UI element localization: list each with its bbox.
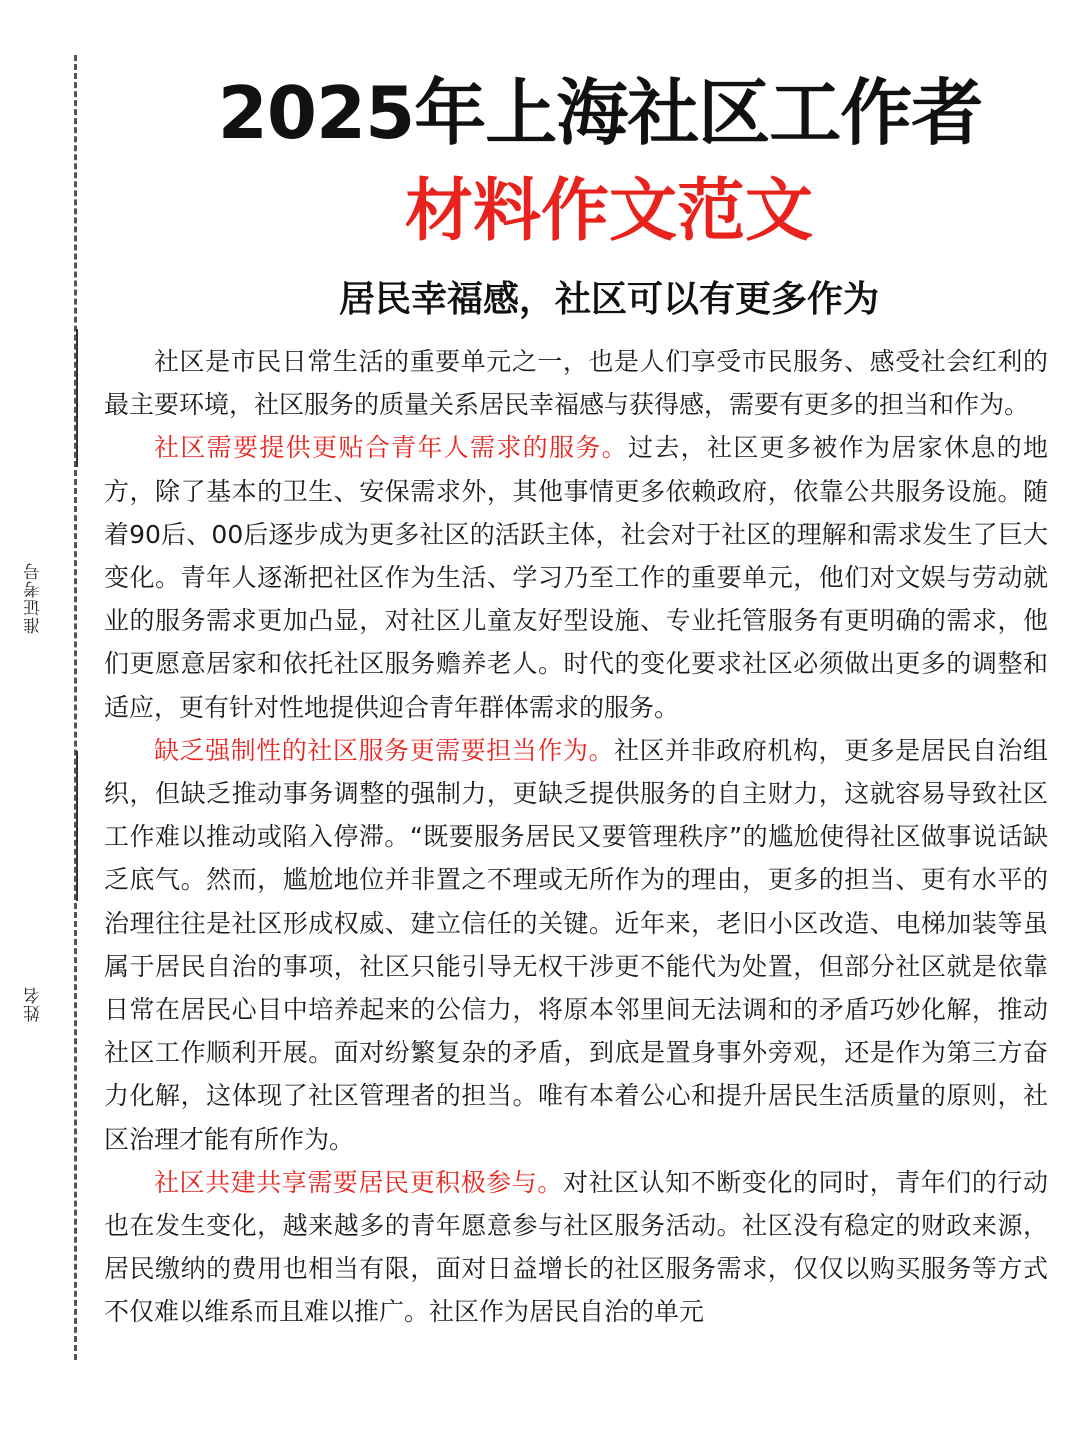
essay-title: 居民幸福感，社区可以有更多作为: [338, 279, 879, 320]
paragraph-lead: 社区共建共享需要居民更积极参与。: [154, 1167, 563, 1197]
essay-paragraph-4: [104, 1161, 1048, 1334]
paragraph-lead: 缺乏强制性的社区服务更需要担当作为。: [154, 735, 615, 765]
page-subtitle: 材料作文范文: [404, 172, 813, 251]
name-underline: [76, 751, 78, 901]
exam-id-underline: [76, 329, 78, 467]
paragraph-text: 社区是市民日常生活的重要单元之一，也是人们享受市民服务、感受社会红利的最主要环境，社区服务的质量关系居民幸福感与获得感，需要有更多的担当和作为。: [104, 347, 1048, 420]
essay-paragraph-1: [104, 340, 1048, 426]
paragraph-text: 对社区认知不断变化的同时，青年们的行动也在发生变化，越来越多的青年愿意参与社区服务活动。社区没有稳定的财政来源，居民缴纳的费用也相当有限，面对日益增长的社区服务需求，仅仅以购买服务等方式不仅难以维系而且难以推广。社区作为居民自治的单元: [104, 1167, 1048, 1327]
binding-dashed-line: [74, 55, 77, 1360]
paragraph-lead: 社区需要提供更贴合青年人需求的服务。: [154, 433, 628, 463]
page-title: 2025年上海社区工作者: [217, 71, 983, 155]
essay-paragraph-3: [104, 729, 1048, 1161]
paragraph-text: 过去，社区更多被作为居家休息的地方，除了基本的卫生、安保需求外，其他事情更多依赖政府，依靠公共服务设施。随着90后、00后逐步成为更多社区的活跃主体，社会对于社区的理解和需求发生了巨大变化。青年人逐渐把社区作为生活、学习乃至工作的重要单元，他们对文娱与劳动就业的服务需求更加凸显，对社区儿童友好型设施、专业托管服务有更明确的需求，他们更愿意居家和依托社区服务赡养老人。时代的变化要求社区必须做出更多的调整和适应，更有针对性地提供迎合青年群体需求的服务。: [104, 433, 1048, 722]
name-label: 姓名: [24, 986, 44, 1022]
paragraph-text: 社区并非政府机构，更多是居民自治组织，但缺乏推动事务调整的强制力，更缺乏提供服务的自主财力，这就容易导致社区工作难以推动或陷入停滞。“既要服务居民又要管理秩序”的尴尬使得社区做事说话缺乏底气。然而，尴尬地位并非置之不理或无所作为的理由，更多的担当、更有水平的治理往往是社区形成权威、建立信任的关键。近年来，老旧小区改造、电梯加装等虽属于居民自治的事项，社区只能引导无权干涉更不能代为处置，但部分社区就是依靠日常在居民心目中培养起来的公信力，将原本邻里间无法调和的矛盾巧妙化解，推动社区工作顺利开展。面对纷繁复杂的矛盾，到底是置身事外旁观，还是作为第三方奋力化解，这体现了社区管理者的担当。唯有本着公心和提升居民生活质量的原则，社区治理才能有所作为。: [104, 735, 1048, 1154]
essay-body: [104, 340, 1048, 1334]
exam-id-label: 准证考号: [24, 562, 44, 634]
essay-paragraph-2: [104, 426, 1048, 728]
